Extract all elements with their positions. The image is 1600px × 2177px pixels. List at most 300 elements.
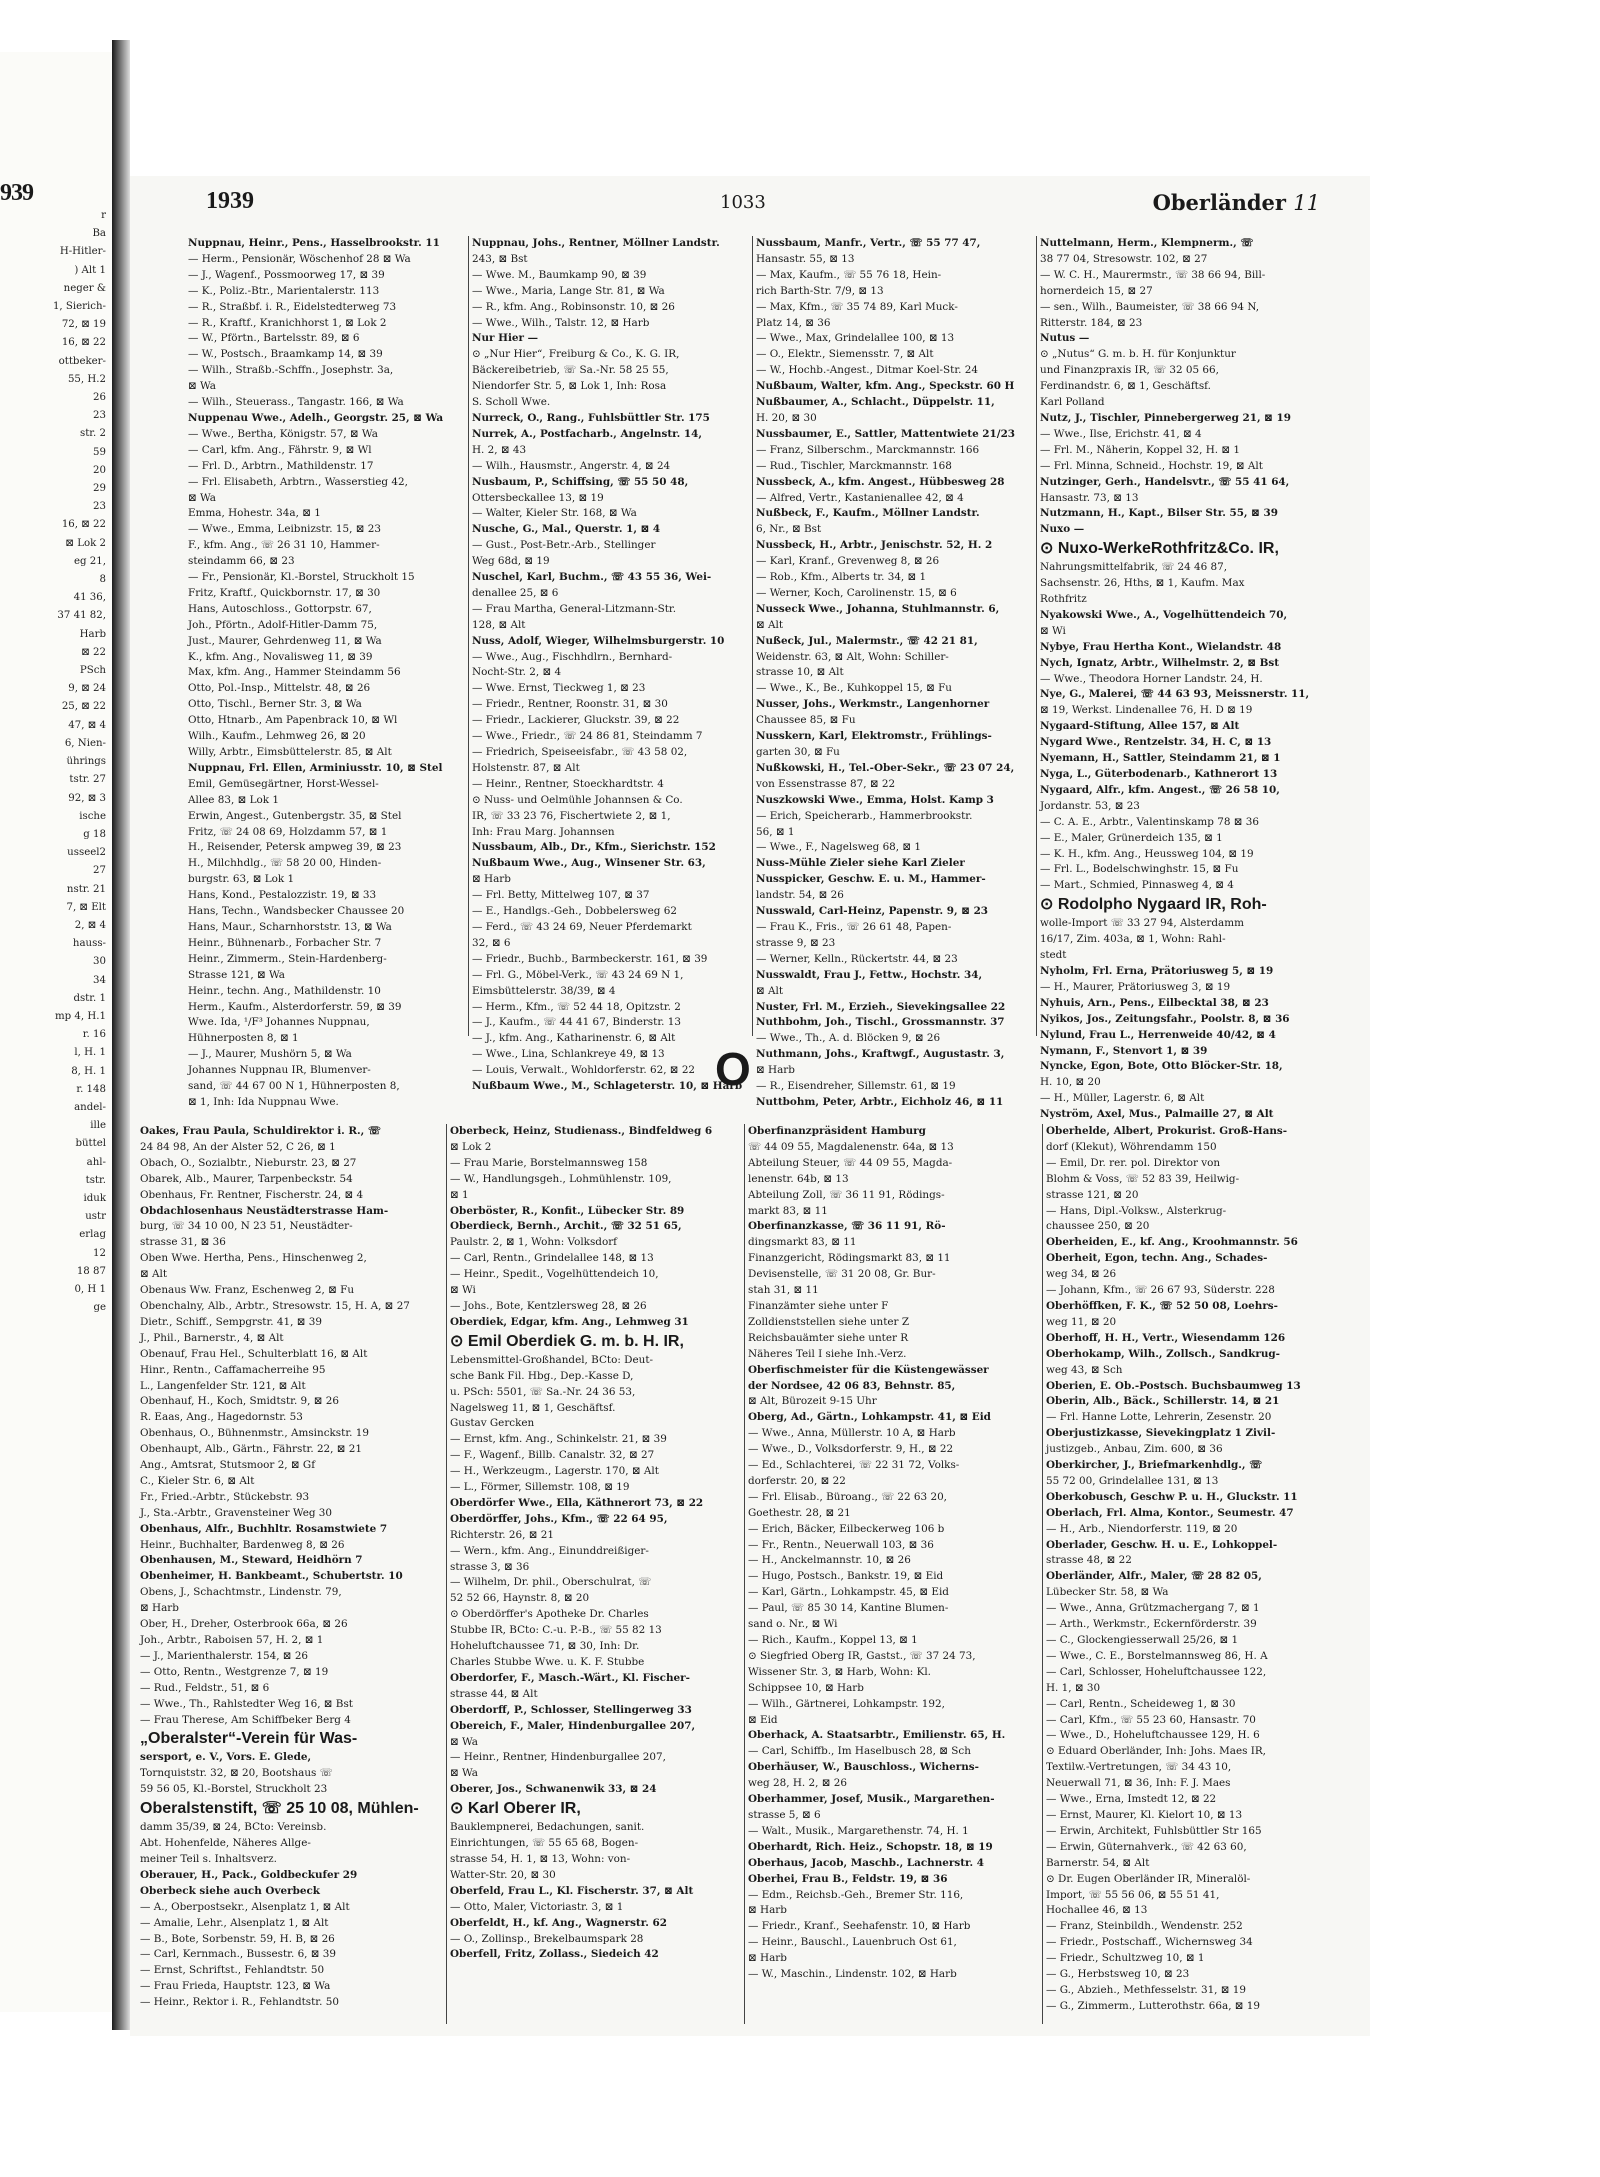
running-title-name: Oberländer <box>1152 190 1286 215</box>
left-page-line: iduk <box>83 1192 106 1204</box>
directory-entry: — Friedrich, Speiseeisfabr., ☏ 43 58 02, <box>472 746 688 758</box>
directory-entry: — G., Zimmerm., Lutterothstr. 66a, ⊠ 19 <box>1046 1999 1261 2012</box>
directory-entry: Nyga, L., Güterbodenarb., Kathnerort 13 <box>1040 768 1278 780</box>
directory-entry: ⊙ „Nur Hier“, Freiburg & Co., K. G. IR, <box>472 348 680 361</box>
directory-entry: Nurreck, O., Rang., Fuhlsbüttler Str. 175 <box>472 411 710 424</box>
directory-entry: ⊠ Alt, Bürozeit 9-15 Uhr <box>748 1395 877 1408</box>
directory-entry: Watter-Str. 20, ⊠ 30 <box>450 1868 556 1881</box>
left-page-line: erlag <box>79 1229 106 1241</box>
directory-entry: Nutz, J., Tischler, Pinnebergerweg 21, ⊠ 19 <box>1040 411 1291 424</box>
directory-entry: — Max, Kfm., ☏ 35 74 89, Karl Muck- <box>756 300 958 313</box>
left-page-line: g 18 <box>83 828 106 840</box>
directory-entry: — Wwe., Anna, Grützmachergang 7, ⊠ 1 <box>1046 1602 1260 1615</box>
directory-entry: Nymann, F., Stenvort 1, ⊠ 39 <box>1040 1044 1208 1057</box>
left-page-line: PSch <box>79 665 106 677</box>
directory-entry: — C. A. E., Arbtr., Valentinskamp 78 ⊠ 36 <box>1040 815 1259 828</box>
directory-entry: Heinr., Bühnenarb., Forbacher Str. 7 <box>188 936 382 949</box>
directory-entry: Hühnerposten 8, ⊠ 1 <box>188 1032 299 1045</box>
directory-entry: — Wwe., Max, Grindelallee 100, ⊠ 13 <box>756 332 955 345</box>
directory-entry: ⊠ Wa <box>450 1767 478 1780</box>
directory-entry: Textilw.-Vertretungen, ☏ 34 43 10, <box>1046 1761 1232 1774</box>
directory-entry: — Paul, ☏ 85 30 14, Kantine Blumen- <box>748 1602 949 1615</box>
directory-entry: der Nordsee, 42 06 83, Behnstr. 85, <box>748 1379 956 1392</box>
directory-entry: Nutzmann, H., Kapt., Bilser Str. 55, ⊠ 39 <box>1040 507 1278 520</box>
directory-entry: burgstr. 63, ⊠ Lok 1 <box>188 873 295 886</box>
left-page-line: ührings <box>66 756 106 768</box>
directory-entry: weg 11, ⊠ 20 <box>1046 1315 1117 1328</box>
directory-entry: R. Eaas, Ang., Hagedornstr. 53 <box>140 1411 303 1424</box>
directory-entry: Obenauf, Frau Hel., Schulterblatt 16, ⊠ Alt <box>140 1347 368 1360</box>
directory-entry: — Carl, Rentn., Grindelallee 148, ⊠ 13 <box>450 1252 654 1265</box>
directory-entry: Oberlader, Geschw. H. u. E., Lohkoppel- <box>1046 1538 1278 1551</box>
directory-entry: — B., Bote, Sorbenstr. 59, H. B, ⊠ 26 <box>140 1932 335 1945</box>
left-page-line: l, H. 1 <box>74 1047 106 1059</box>
directory-entry: ⊠ Harb <box>748 1952 787 1965</box>
directory-entry: — Ed., Schlachterei, ☏ 22 31 72, Volks- <box>748 1459 960 1472</box>
directory-entry: — R., Kraftf., Kranichhorst 1, ⊠ Lok 2 <box>188 316 387 329</box>
directory-entry: — Arth., Werkmstr., Eckernförderstr. 39 <box>1046 1618 1257 1631</box>
directory-entry: Fritz, Kraftf., Quickbornstr. 17, ⊠ 30 <box>188 586 381 599</box>
directory-entry: Nusseck Wwe., Johanna, Stuhlmannstr. 6, <box>756 602 1000 615</box>
directory-entry: — J., Kaufm., ☏ 44 41 67, Binderstr. 13 <box>472 1016 681 1029</box>
directory-entry: Lebensmittel-Großhandel, BCto: Deut- <box>450 1353 654 1366</box>
directory-entry: — Heinr., Bauschl., Lauenbruch Ost 61, <box>748 1936 957 1949</box>
directory-entry: ⊠ Wi <box>1040 624 1066 637</box>
directory-entry: weg 34, ⊠ 26 <box>1046 1268 1117 1281</box>
directory-entry: — Frau Martha, General-Litzmann-Str. <box>472 602 677 615</box>
header-year: 1939 <box>206 188 254 214</box>
directory-entry: — Fr., Rentn., Neuerwall 103, ⊠ 36 <box>748 1538 934 1551</box>
directory-entry: Nuthbohm, Joh., Tischl., Grossmannstr. 37 <box>756 1016 1005 1029</box>
directory-entry: — Karl, Kranf., Grevenweg 8, ⊠ 26 <box>756 555 940 568</box>
directory-entry: Otto, Pol.-Insp., Mittelstr. 48, ⊠ 26 <box>188 682 371 695</box>
directory-entry: — Wwe., F., Nagelsweg 68, ⊠ 1 <box>756 841 922 854</box>
directory-entry: Oberjustizkasse, Sievekingplatz 1 Zivil- <box>1046 1427 1276 1440</box>
directory-entry: Nuss-Mühle Zieler siehe Karl Zieler <box>756 857 965 870</box>
directory-entry: — H., Arb., Niendorferstr. 119, ⊠ 20 <box>1046 1522 1238 1535</box>
directory-entry: — Wern., kfm. Ang., Einunddreißiger- <box>450 1544 649 1557</box>
directory-entry: — Frl. D., Arbtrn., Mathildenstr. 17 <box>188 459 374 472</box>
column-rule <box>1036 236 1037 1036</box>
directory-entry: Hinr., Rentn., Caffamacherreihe 95 <box>140 1363 326 1376</box>
directory-entry: ⊙ Nuss- und Oelmühle Johannsen & Co. <box>472 793 683 806</box>
directory-entry: — O., Elektr., Siemensstr. 7, ⊠ Alt <box>756 348 934 361</box>
left-page-line: str. 2 <box>79 428 106 440</box>
directory-entry: 24 84 98, An der Alster 52, C 26, ⊠ 1 <box>140 1140 336 1153</box>
directory-entry: — J., Wagenf., Possmoorweg 17, ⊠ 39 <box>188 268 385 281</box>
directory-entry: Obenhaus, Alfr., Buchhltr. Rosamstwiete 7 <box>140 1522 388 1535</box>
column-rule <box>752 236 753 1036</box>
directory-entry: ⊠ Harb <box>472 873 511 886</box>
directory-entry: Finanzämter siehe unter F <box>748 1299 889 1312</box>
directory-entry: Oberhack, A. Staatsarbtr., Emilienstr. 65, H. <box>748 1729 1006 1742</box>
left-page-line: eg 21, <box>74 555 106 567</box>
directory-entry: — G., Herbstsweg 10, ⊠ 23 <box>1046 1968 1190 1981</box>
directory-entry: stedt <box>1040 949 1067 962</box>
directory-entry: Oberbeck siehe auch Overbeck <box>140 1884 320 1897</box>
directory-entry: — Mart., Schmied, Pinnasweg 4, ⊠ 4 <box>1040 879 1234 892</box>
left-page-line: hauss- <box>72 938 106 950</box>
directory-entry: Abteilung Zoll, ☏ 36 11 91, Rödings- <box>748 1188 945 1201</box>
directory-entry: Hans, Autoschloss., Gottorpstr. 67, <box>188 602 372 615</box>
directory-entry: Strasse 121, ⊠ Wa <box>188 968 285 981</box>
left-page-line: Harb <box>79 628 106 640</box>
directory-entry: ⊠ Wa <box>450 1735 478 1748</box>
directory-entry: — Wwe. Ernst, Tieckweg 1, ⊠ 23 <box>472 682 646 695</box>
directory-entry: sersport, e. V., Vors. E. Glede, <box>140 1751 312 1764</box>
directory-entry: Obenhaupt, Alb., Gärtn., Fährstr. 22, ⊠ 21 <box>140 1443 363 1456</box>
directory-entry: 6, Nr., ⊠ Bst <box>756 523 822 536</box>
directory-entry: — Frl. G., Möbel-Verk., ☏ 43 24 69 N 1, <box>472 968 684 981</box>
section-letter: O <box>715 1043 751 1095</box>
directory-entry: — Karl, Gärtn., Lohkampstr. 45, ⊠ Eid <box>748 1586 949 1599</box>
left-page-line: 1, Sierich- <box>52 301 106 313</box>
left-page-line: ille <box>90 1120 106 1132</box>
directory-entry: 243, ⊠ Bst <box>472 252 528 265</box>
directory-entry: markt 83, ⊠ 11 <box>748 1204 828 1217</box>
directory-entry: hornerdeich 15, ⊠ 27 <box>1040 284 1153 297</box>
left-page-fragment <box>0 52 114 2012</box>
column-8 <box>1046 1124 1336 2024</box>
directory-entry: sand o. Nr., ⊠ Wi <box>748 1618 838 1631</box>
directory-entry: F., kfm. Ang., ☏ 26 31 10, Hammer- <box>188 539 380 552</box>
directory-entry: — Carl, Kfm., ☏ 55 23 60, Hansastr. 70 <box>1046 1713 1256 1726</box>
directory-entry: C., Kieler Str. 6, ⊠ Alt <box>140 1474 255 1487</box>
directory-entry: — Wwe., D., Hoheluftchaussee 129, H. 6 <box>1046 1729 1260 1742</box>
directory-entry: Bauklempnerei, Bedachungen, sanit. <box>450 1821 645 1834</box>
directory-entry: Heinr., techn. Ang., Mathildenstr. 10 <box>188 984 381 997</box>
directory-entry: ⊙ „Nutus“ G. m. b. H. für Konjunktur <box>1040 348 1236 361</box>
directory-entry: Nusswaldt, Frau J., Fettw., Hochstr. 34, <box>756 968 983 981</box>
directory-entry: — Wwe., K., Be., Kuhkoppel 15, ⊠ Fu <box>756 682 952 695</box>
directory-entry: H., Reisender, Petersk ampweg 39, ⊠ 23 <box>188 841 402 854</box>
directory-entry: — Wwe., Ilse, Erichstr. 41, ⊠ 4 <box>1040 427 1202 440</box>
directory-entry: Nuxo — <box>1040 523 1085 536</box>
directory-entry: Nußkowski, H., Tel.-Ober-Sekr., ☏ 23 07 24, <box>756 761 1015 774</box>
directory-entry: Nuppenau Wwe., Adelh., Georgstr. 25, ⊠ Wa <box>188 411 444 424</box>
column-rule <box>446 1124 447 2024</box>
directory-entry: Devisenstelle, ☏ 31 20 08, Gr. Bur- <box>748 1268 936 1281</box>
directory-entry: — Frl. Betty, Mittelweg 107, ⊠ 37 <box>472 889 650 902</box>
directory-entry: lenenstr. 64b, ⊠ 13 <box>748 1172 849 1185</box>
directory-entry: meiner Teil s. Inhaltsverz. <box>140 1852 277 1865</box>
directory-entry: Inh: Frau Marg. Johannsen <box>472 825 615 838</box>
directory-entry: H. 10, ⊠ 20 <box>1040 1076 1101 1089</box>
directory-entry: — Heinr., Spedit., Vogelhüttendeich 10, <box>450 1268 659 1281</box>
left-page-line: 8 <box>99 574 106 586</box>
directory-entry: Oberhokamp, Wilh., Zollsch., Sandkrug- <box>1046 1347 1280 1360</box>
directory-entry: Oberhaus, Jacob, Maschb., Lachnerstr. 4 <box>748 1856 985 1869</box>
directory-entry: ⊠ Harb <box>748 1904 787 1917</box>
column-4 <box>1040 236 1326 1121</box>
directory-entry: Nuppnau, Frl. Ellen, Arminiusstr. 10, ⊠ Stel <box>188 761 443 774</box>
column-7 <box>748 1124 1038 2024</box>
directory-entry: — Wwe., Friedr., ☏ 24 86 81, Steindamm 7 <box>472 730 703 743</box>
directory-entry: Oberien, E. Ob.-Postsch. Buchsbaumweg 13 <box>1046 1379 1301 1392</box>
directory-entry: Blohm & Voss, ☏ 52 83 39, Heilwig- <box>1046 1172 1240 1185</box>
directory-entry: 38 77 04, Stresowstr. 102, ⊠ 27 <box>1040 252 1208 265</box>
directory-entry: Nych, Ignatz, Arbtr., Wilhelmstr. 2, ⊠ Bst <box>1040 656 1280 669</box>
directory-entry: — Franz, Steinbildh., Wendenstr. 252 <box>1046 1920 1243 1933</box>
directory-entry: H. 20, ⊠ 30 <box>756 411 817 424</box>
directory-entry: Oberländer, Alfr., Maler, ☏ 28 82 05, <box>1046 1570 1262 1583</box>
directory-entry: — Wwe., C. E., Borstelmannsweg 86, H. A <box>1046 1649 1268 1662</box>
directory-entry: ⊠ Lok 2 <box>450 1140 492 1153</box>
directory-entry: Oberalstenstift, ☏ 25 10 08, Mühlen- <box>140 1800 419 1818</box>
directory-entry: Ottersbeckallee 13, ⊠ 19 <box>472 491 604 504</box>
directory-entry: — L., Förmer, Sillemstr. 108, ⊠ 19 <box>450 1481 630 1494</box>
directory-entry: Barnerstr. 54, ⊠ Alt <box>1046 1856 1150 1869</box>
directory-entry: Bäckereibetrieb, ☏ Sa.-Nr. 58 25 55, <box>472 364 669 377</box>
directory-entry: ⊙ Nuxo-WerkeRothfritz&Co. IR, <box>1040 540 1279 558</box>
left-page-line: tstr. <box>85 1174 106 1186</box>
directory-entry: ⊠ 1, Inh: Ida Nuppnau Wwe. <box>188 1095 339 1108</box>
directory-entry: ⊙ Karl Oberer IR, <box>450 1800 581 1818</box>
directory-entry: — Rud., Feldstr., 51, ⊠ 6 <box>140 1681 270 1694</box>
directory-entry: — Friedr., Buchb., Barmbeckerstr. 161, ⊠ 39 <box>472 952 708 965</box>
directory-entry: Joh., Pförtn., Adolf-Hitler-Damm 75, <box>188 618 378 631</box>
left-page-line: 6, Nien- <box>64 737 106 749</box>
directory-entry: strasse 44, ⊠ Alt <box>450 1687 538 1700</box>
directory-entry: — Alfred, Vertr., Kastanienallee 42, ⊠ 4 <box>756 491 964 504</box>
directory-entry: Obenhaus, O., Bühnenmstr., Amsinckstr. 19 <box>140 1427 369 1440</box>
directory-entry: Oberfinanzpräsident Hamburg <box>748 1125 926 1137</box>
directory-entry: — Erich, Speicherarb., Hammerbrookstr. <box>756 809 973 822</box>
directory-entry: Nusbaum, P., Schiffsing, ☏ 55 50 48, <box>472 475 689 488</box>
left-page-line: 41 36, <box>73 592 106 604</box>
directory-entry: — J., kfm. Ang., Katharinenstr. 6, ⊠ Alt <box>472 1032 676 1045</box>
page-number: 1033 <box>720 192 766 213</box>
directory-entry: — Frau Frieda, Hauptstr. 123, ⊠ Wa <box>140 1980 331 1993</box>
left-page-line: 7, ⊠ Elt <box>66 901 106 913</box>
directory-entry: — W. C. H., Maurermstr., ☏ 38 66 94, Bill- <box>1040 268 1266 281</box>
directory-entry: Paulstr. 2, ⊠ 1, Wohn: Volksdorf <box>450 1236 618 1249</box>
directory-entry: sand, ☏ 44 67 00 N 1, Hühnerposten 8, <box>188 1080 400 1093</box>
left-page-line: ottbeker- <box>58 355 106 367</box>
directory-entry: Ober, H., Dreher, Osterbrook 66a, ⊠ 26 <box>140 1618 348 1631</box>
directory-entry: Nuss, Adolf, Wieger, Wilhelmsburgerstr. 10 <box>472 634 725 647</box>
directory-entry: Chaussee 85, ⊠ Fu <box>756 714 856 727</box>
directory-entry: — sen., Wilh., Baumeister, ☏ 38 66 94 N, <box>1040 300 1260 313</box>
directory-entry: Oberböster, R., Konfit., Lübecker Str. 89 <box>450 1204 685 1217</box>
directory-entry: Obens, J., Schachtmstr., Lindenstr. 79, <box>140 1586 342 1599</box>
directory-entry: strasse 121, ⊠ 20 <box>1046 1188 1139 1201</box>
directory-entry: — Werner, Kelln., Rückertstr. 44, ⊠ 23 <box>756 952 958 965</box>
left-page-line: r <box>101 210 106 221</box>
directory-entry: — Wwe., Anna, Müllerstr. 10 A, ⊠ Harb <box>748 1427 956 1440</box>
directory-entry: Nusspicker, Geschw. E. u. M., Hammer- <box>756 873 986 886</box>
directory-entry: — Wwe., Bertha, Königstr. 57, ⊠ Wa <box>188 427 378 440</box>
directory-entry: ⊠ Eid <box>748 1713 778 1726</box>
directory-entry: — Frau K., Fris., ☏ 26 61 48, Papen- <box>756 920 952 933</box>
directory-entry: Oberauer, H., Pack., Goldbeckufer 29 <box>140 1868 358 1881</box>
directory-entry: — H., Maurer, Prätoriusweg 3, ⊠ 19 <box>1040 980 1231 993</box>
directory-entry: Oberdiek, Edgar, kfm. Ang., Lehmweg 31 <box>450 1315 689 1328</box>
left-page-line: 59 <box>93 446 106 458</box>
directory-entry: 32, ⊠ 6 <box>472 936 511 949</box>
directory-entry: 16/17, Zim. 403a, ⊠ 1, Wohn: Rahl- <box>1040 933 1226 946</box>
left-page-line: 18 87 <box>76 1265 106 1277</box>
directory-entry: Nussbaum, Manfr., Vertr., ☏ 55 77 47, <box>756 237 981 249</box>
directory-entry: ⊙ Eduard Oberländer, Inh: Johs. Maes IR, <box>1046 1745 1266 1758</box>
directory-entry: Schippsee 10, ⊠ Harb <box>748 1681 864 1694</box>
directory-entry: Import, ☏ 55 56 06, ⊠ 55 51 41, <box>1046 1888 1220 1901</box>
left-page-line: 16, ⊠ 22 <box>61 519 106 531</box>
directory-entry: Max, kfm. Ang., Hammer Steindamm 56 <box>188 666 401 679</box>
directory-entry: ⊠ Wa <box>188 380 216 393</box>
directory-entry: Goethestr. 28, ⊠ 21 <box>748 1506 851 1519</box>
directory-entry: — Herm., Kfm., ☏ 52 44 18, Opitzstr. 2 <box>472 1000 681 1013</box>
directory-entry: — Wwe., Emma, Leibnizstr. 15, ⊠ 23 <box>188 523 381 536</box>
directory-entry: Jordanstr. 53, ⊠ 23 <box>1040 799 1140 812</box>
directory-entry: Obenaus Ww. Franz, Eschenweg 2, ⊠ Fu <box>140 1284 355 1297</box>
directory-entry: burg, ☏ 34 10 00, N 23 51, Neustädter- <box>140 1220 353 1233</box>
directory-entry: Oberbeck, Heinz, Studienass., Bindfeldweg 6 <box>450 1125 713 1137</box>
directory-entry: Oberhammer, Josef, Musik., Margarethen- <box>748 1793 995 1806</box>
directory-entry: — Wwe., Theodora Horner Landstr. 24, H. <box>1040 672 1263 685</box>
directory-entry: Obach, O., Sozialbtr., Nieburstr. 23, ⊠ 27 <box>140 1156 357 1169</box>
directory-entry: Oberin, Alb., Bäck., Schillerstr. 14, ⊠ 21 <box>1046 1395 1280 1408</box>
left-page-line: andel- <box>74 1101 106 1113</box>
directory-entry: Weidenstr. 63, ⊠ Alt, Wohn: Schiller- <box>756 650 949 663</box>
directory-entry: Oberheiden, E., kf. Ang., Kroohmannstr. 56 <box>1046 1236 1298 1249</box>
directory-entry: Weg 68d, ⊠ 19 <box>472 555 550 568</box>
column-1 <box>188 236 464 1108</box>
left-page-line: r. 16 <box>82 1029 106 1041</box>
directory-entry: Nyhuis, Arn., Pens., Eilbecktal 38, ⊠ 23 <box>1040 996 1269 1009</box>
directory-entry: ⊠ 19, Werkst. Lindenallee 76, H. D ⊠ 19 <box>1040 704 1253 717</box>
directory-entry: — Friedr., Postschaff., Wichernsweg 34 <box>1046 1936 1253 1949</box>
directory-entry: ⊠ Alt <box>756 984 784 997</box>
directory-entry: ⊠ 1 <box>450 1188 469 1201</box>
directory-entry: strasse 5, ⊠ 6 <box>748 1808 821 1821</box>
directory-entry: — Ernst, kfm. Ang., Schinkelstr. 21, ⊠ 39 <box>450 1433 667 1446</box>
directory-entry: Herm., Kaufm., Alsterdorferstr. 59, ⊠ 39 <box>188 1000 402 1013</box>
directory-entry: Oberhardt, Rich. Heiz., Schopstr. 18, ⊠ 19 <box>748 1840 993 1853</box>
directory-entry: Obdachlosenhaus Neustädterstrasse Ham- <box>140 1204 389 1217</box>
directory-entry: Hansastr. 55, ⊠ 13 <box>756 252 855 265</box>
directory-entry: Oberdieck, Bernh., Archit., ☏ 32 51 65, <box>450 1220 682 1233</box>
directory-entry: Nusche, G., Mal., Querstr. 1, ⊠ 4 <box>472 523 661 536</box>
directory-entry: strasse 54, H. 1, ⊠ 13, Wohn: von- <box>450 1852 631 1865</box>
directory-entry: — Johs., Bote, Kentzlersweg 28, ⊠ 26 <box>450 1299 647 1312</box>
directory-entry: chaussee 250, ⊠ 20 <box>1046 1220 1150 1233</box>
directory-entry: — C., Glockengiesserwall 25/26, ⊠ 1 <box>1046 1634 1239 1646</box>
directory-entry: — Hugo, Postsch., Bankstr. 19, ⊠ Eid <box>748 1570 944 1583</box>
directory-entry: dingsmarkt 83, ⊠ 11 <box>748 1236 857 1249</box>
directory-entry: — K., Poliz.-Btr., Marientalerstr. 113 <box>188 284 380 297</box>
directory-entry: Joh., Arbtr., Raboisen 57, H. 2, ⊠ 1 <box>140 1634 324 1646</box>
left-page-line: neger & <box>63 282 106 294</box>
directory-entry: Obereich, F., Maler, Hindenburgallee 207, <box>450 1719 696 1732</box>
left-page-line: 47, ⊠ 4 <box>68 719 106 731</box>
directory-entry: — Herm., Pensionär, Wöschenhof 28 ⊠ Wa <box>188 252 411 265</box>
directory-entry: Oberhei, Frau B., Feldstr. 19, ⊠ 36 <box>748 1872 948 1885</box>
directory-entry: — Otto, Rentn., Westgrenze 7, ⊠ 19 <box>140 1665 329 1678</box>
directory-entry: von Essenstrasse 87, ⊠ 22 <box>756 777 896 790</box>
directory-entry: Näheres Teil I siehe Inh.-Verz. <box>748 1347 907 1360</box>
directory-entry: 55 72 00, Grindelallee 131, ⊠ 13 <box>1046 1474 1219 1487</box>
directory-entry: Nuschel, Karl, Buchm., ☏ 43 55 36, Wei- <box>472 571 712 584</box>
directory-entry: weg 28, H. 2, ⊠ 26 <box>748 1777 847 1790</box>
directory-entry: — Wwe. M., Baumkamp 90, ⊠ 39 <box>472 268 647 281</box>
column-6 <box>450 1124 740 2024</box>
directory-entry: Nussbeck, H., Arbtr., Jenischstr. 52, H. 2 <box>756 539 993 552</box>
directory-entry: — E., Maler, Grünerdeich 135, ⊠ 1 <box>1040 831 1223 844</box>
page-header <box>130 176 1370 230</box>
directory-entry: — Wwe., Th., A. d. Blöcken 9, ⊠ 26 <box>756 1032 941 1045</box>
directory-entry: Nahrungsmittelfabrik, ☏ 24 46 87, <box>1040 561 1228 574</box>
left-page-line: 34 <box>93 974 106 986</box>
directory-entry: Oberfeldt, H., kf. Ang., Wagnerstr. 62 <box>450 1916 667 1929</box>
directory-entry: Oberfinanzkasse, ☏ 36 11 91, Rö- <box>748 1220 946 1233</box>
directory-entry: J., Sta.-Arbtr., Gravensteiner Weg 30 <box>140 1506 333 1519</box>
directory-entry: Nuppnau, Heinr., Pens., Hasselbrookstr. 11 <box>188 237 440 249</box>
directory-entry: Nyholm, Frl. Erna, Prätoriusweg 5, ⊠ 19 <box>1040 964 1274 977</box>
left-page-line: ahl- <box>86 1156 106 1168</box>
directory-entry: — Max, Kaufm., ☏ 55 76 18, Hein- <box>756 268 942 281</box>
left-page-line: ische <box>79 810 106 822</box>
directory-entry: stah 31, ⊠ 11 <box>748 1284 819 1297</box>
directory-entry: Nyström, Axel, Mus., Palmaille 27, ⊠ Alt <box>1040 1108 1274 1121</box>
directory-entry: Oberhelde, Albert, Prokurist. Groß-Hans- <box>1046 1125 1288 1137</box>
left-page-line: 23 <box>93 501 106 513</box>
directory-entry: Hans, Maur., Scharnhorststr. 13, ⊠ Wa <box>188 920 392 933</box>
directory-entry: — Otto, Maler, Victoriastr. 3, ⊠ 1 <box>450 1900 624 1913</box>
left-page-line: H-Hitler- <box>59 246 106 258</box>
directory-entry: Holstenstr. 87, ⊠ Alt <box>472 761 580 774</box>
left-page-line: 55, H.2 <box>67 373 106 385</box>
directory-entry: Einrichtungen, ☏ 55 65 68, Bogen- <box>450 1837 639 1850</box>
directory-entry: — H., Müller, Lagerstr. 6, ⊠ Alt <box>1040 1092 1205 1105</box>
directory-entry: Nyikos, Jos., Zeitungsfahr., Poolstr. 8, ⊠ 36 <box>1040 1012 1290 1025</box>
directory-entry: Nybye, Frau Hertha Kont., Wielandstr. 48 <box>1040 640 1282 653</box>
directory-entry: — R., kfm. Ang., Robinsonstr. 10, ⊠ 26 <box>472 300 675 313</box>
directory-entry: — Frl. Elisabeth, Arbtrn., Wasserstieg 42, <box>188 475 408 488</box>
directory-entry: Nussbaum, Alb., Dr., Kfm., Sierichstr. 152 <box>472 841 716 854</box>
directory-entry: — Ernst, Maurer, Kl. Kielort 10, ⊠ 13 <box>1046 1808 1243 1821</box>
directory-entry: Abteilung Steuer, ☏ 44 09 55, Magda- <box>748 1156 953 1169</box>
directory-entry: sche Bank Fil. Hbg., Dep.-Kasse D, <box>450 1369 634 1382</box>
directory-entry: Nygard Wwe., Rentzelstr. 34, H. C, ⊠ 13 <box>1040 736 1272 749</box>
directory-entry: Oberg, Ad., Gärtn., Lohkampstr. 41, ⊠ Eid <box>748 1411 991 1424</box>
column-3 <box>756 236 1032 1108</box>
directory-entry: Charles Stubbe Wwe. u. K. F. Stubbe <box>450 1656 645 1668</box>
directory-entry: u. PSch: 5501, ☏ Sa.-Nr. 24 36 53, <box>450 1385 636 1398</box>
directory-entry: S. Scholl Wwe. <box>472 396 551 409</box>
directory-entry: Nußeck, Jul., Malermstr., ☏ 42 21 81, <box>756 634 978 647</box>
directory-entry: Nusswald, Carl-Heinz, Papenstr. 9, ⊠ 23 <box>756 905 989 918</box>
directory-entry: — Amalie, Lehr., Alsenplatz 1, ⊠ Alt <box>140 1916 329 1929</box>
directory-entry: — J., Marienthalerstr. 154, ⊠ 26 <box>140 1649 309 1662</box>
directory-entry: Nussbeck, A., kfm. Angest., Hübbesweg 28 <box>756 475 1005 488</box>
directory-entry: Nylund, Frau L., Herrenweide 40/42, ⊠ 4 <box>1040 1028 1276 1041</box>
directory-entry: — Friedr., Rentner, Roonstr. 31, ⊠ 30 <box>472 698 668 711</box>
directory-entry: — Rich., Kaufm., Koppel 13, ⊠ 1 <box>748 1634 918 1646</box>
directory-entry: Oberdörfer Wwe., Ella, Käthnerort 73, ⊠ 22 <box>450 1496 704 1509</box>
directory-entry: Otto, Htnarb., Am Papenbrack 10, ⊠ Wl <box>188 714 398 727</box>
left-page-line: dstr. 1 <box>73 992 106 1004</box>
directory-entry: Oberfeld, Frau L., Kl. Fischerstr. 37, ⊠ Alt <box>450 1884 694 1897</box>
directory-entry: 59 56 05, Kl.-Borstel, Struckholt 23 <box>140 1783 328 1796</box>
left-page-line: 16, ⊠ 22 <box>61 337 106 349</box>
directory-entry: garten 30, ⊠ Fu <box>756 746 840 758</box>
directory-entry: Nyemann, H., Sattler, Steindamm 21, ⊠ 1 <box>1040 752 1281 765</box>
directory-entry: Hansastr. 73, ⊠ 13 <box>1040 491 1139 504</box>
directory-entry: strasse 31, ⊠ 36 <box>140 1236 226 1249</box>
directory-entry: — Wwe., D., Volksdorferstr. 9, H., ⊠ 22 <box>748 1443 954 1456</box>
directory-entry: — J., Maurer, Mushörn 5, ⊠ Wa <box>188 1048 352 1061</box>
